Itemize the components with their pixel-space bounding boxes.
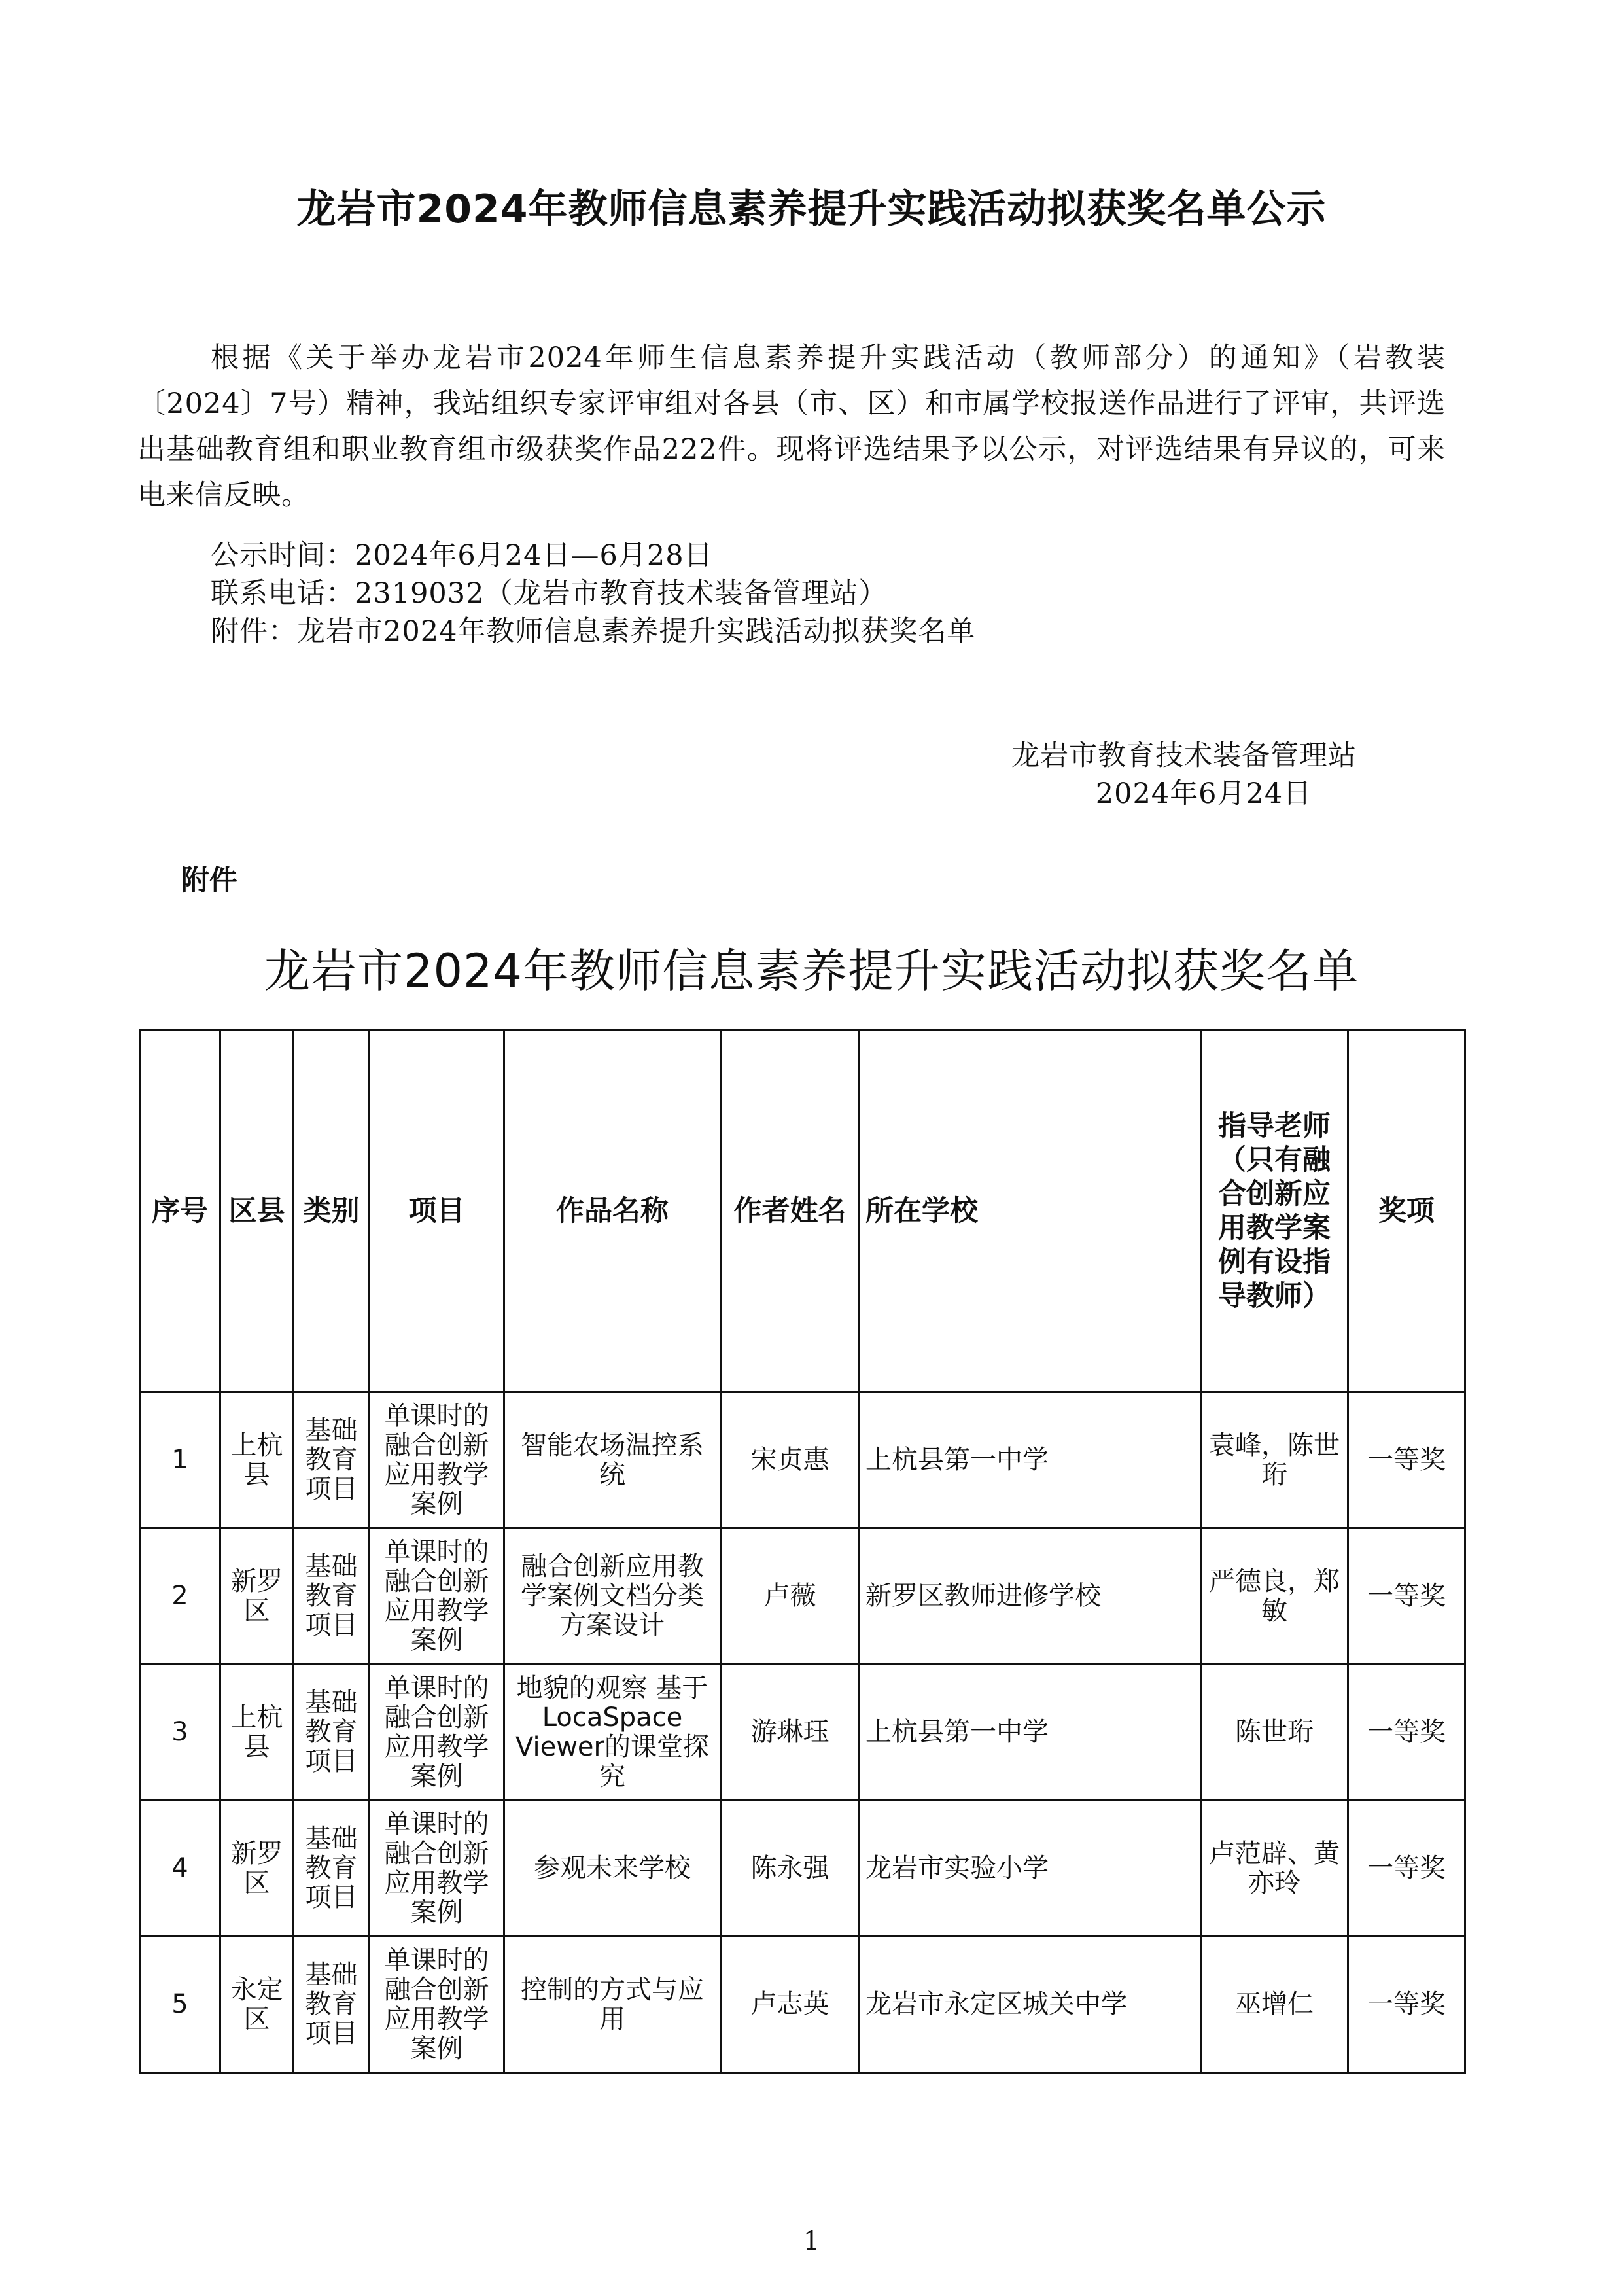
cell-project: 单课时的融合创新应用教学案例 xyxy=(370,1937,504,2073)
header-seq: 序号 xyxy=(140,1031,220,1392)
cell-seq: 1 xyxy=(140,1392,220,1528)
cell-school: 新罗区教师进修学校 xyxy=(860,1528,1201,1665)
table-row xyxy=(140,1937,1465,2073)
cell-work: 控制的方式与应用 xyxy=(504,1937,721,2073)
cell-school: 上杭县第一中学 xyxy=(860,1392,1201,1528)
cell-mentor: 卢范辟、黄亦玲 xyxy=(1201,1801,1348,1937)
header-mentor: 指导老师（只有融合创新应用教学案例有设指导教师） xyxy=(1201,1031,1348,1392)
header-category: 类别 xyxy=(294,1031,370,1392)
cell-mentor: 巫增仁 xyxy=(1201,1937,1348,2073)
header-county: 区县 xyxy=(220,1031,294,1392)
cell-award: 一等奖 xyxy=(1348,1665,1465,1801)
cell-award: 一等奖 xyxy=(1348,1392,1465,1528)
cell-seq: 2 xyxy=(140,1528,220,1665)
cell-seq: 4 xyxy=(140,1801,220,1937)
cell-county: 上杭县 xyxy=(220,1392,294,1528)
contact-phone: 联系电话：2319032（龙岩市教育技术装备管理站） xyxy=(211,577,888,610)
cell-county: 上杭县 xyxy=(220,1665,294,1801)
cell-seq: 3 xyxy=(140,1665,220,1801)
header-school: 所在学校 xyxy=(860,1031,1201,1392)
cell-project: 单课时的融合创新应用教学案例 xyxy=(370,1392,504,1528)
cell-school: 龙岩市实验小学 xyxy=(860,1801,1201,1937)
cell-seq: 5 xyxy=(140,1937,220,2073)
cell-project: 单课时的融合创新应用教学案例 xyxy=(370,1801,504,1937)
header-author: 作者姓名 xyxy=(721,1031,860,1392)
cell-school: 龙岩市永定区城关中学 xyxy=(860,1937,1201,2073)
publicity-period: 公示时间：2024年6月24日—6月28日 xyxy=(211,539,713,572)
attachment-label: 附件 xyxy=(181,864,237,897)
table-row xyxy=(140,1801,1465,1937)
issuer: 龙岩市教育技术装备管理站 xyxy=(1011,739,1357,772)
issue-date: 2024年6月24日 xyxy=(1095,777,1312,810)
cell-category: 基础教育项目 xyxy=(294,1801,370,1937)
cell-project: 单课时的融合创新应用教学案例 xyxy=(370,1665,504,1801)
cell-author: 陈永强 xyxy=(721,1801,860,1937)
cell-mentor: 袁峰，陈世珩 xyxy=(1201,1392,1348,1528)
cell-author: 游琳珏 xyxy=(721,1665,860,1801)
cell-school: 上杭县第一中学 xyxy=(860,1665,1201,1801)
cell-category: 基础教育项目 xyxy=(294,1937,370,2073)
table-title: 龙岩市2024年教师信息素养提升实践活动拟获奖名单 xyxy=(264,944,1359,998)
cell-project: 单课时的融合创新应用教学案例 xyxy=(370,1528,504,1665)
cell-work: 融合创新应用教学案例文档分类方案设计 xyxy=(504,1528,721,1665)
cell-work: 地貌的观察 基于LocaSpace Viewer的课堂探究 xyxy=(504,1665,721,1801)
cell-author: 宋贞惠 xyxy=(721,1392,860,1528)
header-work: 作品名称 xyxy=(504,1031,721,1392)
cell-county: 新罗区 xyxy=(220,1528,294,1665)
cell-category: 基础教育项目 xyxy=(294,1528,370,1665)
cell-category: 基础教育项目 xyxy=(294,1392,370,1528)
cell-author: 卢薇 xyxy=(721,1528,860,1665)
page-number: 1 xyxy=(803,2226,820,2256)
page-title: 龙岩市2024年教师信息素养提升实践活动拟获奖名单公示 xyxy=(296,186,1327,232)
table-row xyxy=(140,1528,1465,1665)
table-row xyxy=(140,1392,1465,1528)
notice-info xyxy=(211,537,975,650)
table-row xyxy=(140,1665,1465,1801)
cell-author: 卢志英 xyxy=(721,1937,860,2073)
cell-county: 新罗区 xyxy=(220,1801,294,1937)
header-project: 项目 xyxy=(370,1031,504,1392)
table-header-row xyxy=(140,1031,1465,1392)
attachment-note: 附件：龙岩市2024年教师信息素养提升实践活动拟获奖名单 xyxy=(211,615,976,648)
cell-award: 一等奖 xyxy=(1348,1937,1465,2073)
cell-work: 参观未来学校 xyxy=(504,1801,721,1937)
cell-category: 基础教育项目 xyxy=(294,1665,370,1801)
signature-block xyxy=(962,737,1406,813)
header-award: 奖项 xyxy=(1348,1031,1465,1392)
notice-paragraph: 根据《关于举办龙岩市2024年师生信息素养提升实践活动（教师部分）的通知》（岩教装〔2024〕7号）精神，我站组织专家评审组对各县（市、区）和市属学校报送作品进行了评审，共评选出基础教育组和职业教育组市级获奖作品222件。现将评选结果予以公示，对评选结果有异议的，可来电来信反映。 xyxy=(137,342,1446,512)
cell-work: 智能农场温控系统 xyxy=(504,1392,721,1528)
cell-county: 永定区 xyxy=(220,1937,294,2073)
cell-mentor: 陈世珩 xyxy=(1201,1665,1348,1801)
cell-award: 一等奖 xyxy=(1348,1528,1465,1665)
award-table xyxy=(139,1029,1466,2074)
cell-award: 一等奖 xyxy=(1348,1801,1465,1937)
cell-mentor: 严德良，郑敏 xyxy=(1201,1528,1348,1665)
